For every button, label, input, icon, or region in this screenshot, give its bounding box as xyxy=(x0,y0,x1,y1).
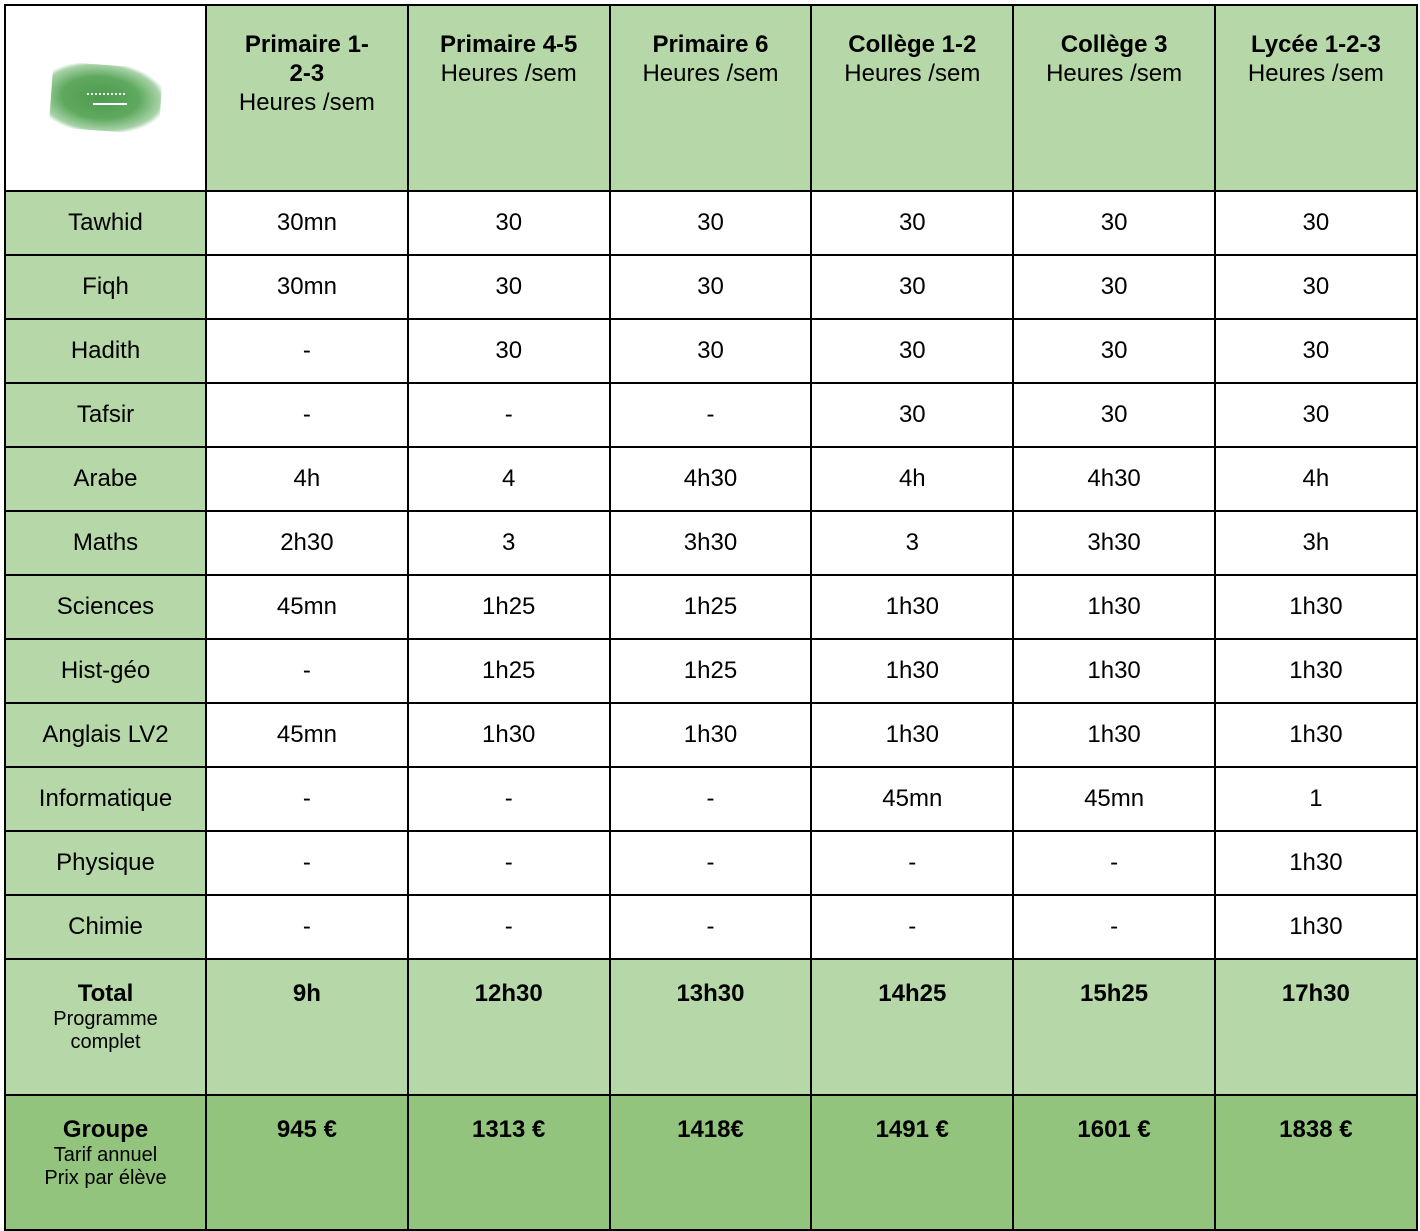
table-cell: 3 xyxy=(408,511,610,575)
table-cell: 1h25 xyxy=(610,639,812,703)
table-row xyxy=(5,639,1417,703)
total-sublabel: complet xyxy=(70,1031,141,1053)
table-row xyxy=(5,831,1417,895)
table-row xyxy=(5,703,1417,767)
price-value: 1418€ xyxy=(610,1095,812,1230)
header-college-1-2 xyxy=(811,5,1013,191)
column-subtitle: Heures /sem xyxy=(1247,60,1384,87)
table-row xyxy=(5,895,1417,959)
column-title: Primaire 6 xyxy=(652,31,769,58)
table-row xyxy=(5,767,1417,831)
groupe-label: Groupe xyxy=(62,1116,149,1143)
table-cell: 4h xyxy=(811,447,1013,511)
table-cell: 30 xyxy=(1215,383,1417,447)
table-cell: 45mn xyxy=(206,575,408,639)
total-row xyxy=(5,959,1417,1095)
table-cell: 1h30 xyxy=(1013,639,1215,703)
table-cell: 30 xyxy=(408,191,610,255)
table-cell: 3 xyxy=(811,511,1013,575)
total-label-cell xyxy=(5,959,206,1095)
price-value: 1838 € xyxy=(1215,1095,1417,1230)
saudi-flag-icon xyxy=(51,65,161,131)
table-cell: 30 xyxy=(811,319,1013,383)
price-value: 1313 € xyxy=(408,1095,610,1230)
table-row xyxy=(5,319,1417,383)
table-cell: 30 xyxy=(811,191,1013,255)
column-title: Lycée 1-2-3 xyxy=(1250,31,1381,58)
table-cell: - xyxy=(811,831,1013,895)
table-cell: 4h30 xyxy=(1013,447,1215,511)
groupe-price-row xyxy=(5,1095,1417,1230)
table-cell: 2h30 xyxy=(206,511,408,575)
table-cell: 3h30 xyxy=(1013,511,1215,575)
table-cell: - xyxy=(811,895,1013,959)
table-cell: - xyxy=(610,383,812,447)
total-value: 12h30 xyxy=(408,959,610,1095)
header-lycee-1-2-3 xyxy=(1215,5,1417,191)
table-cell: - xyxy=(206,383,408,447)
table-cell: 30 xyxy=(610,255,812,319)
total-value: 14h25 xyxy=(811,959,1013,1095)
table-row xyxy=(5,191,1417,255)
header-row xyxy=(5,5,1417,191)
header-college-3 xyxy=(1013,5,1215,191)
table-cell: - xyxy=(408,383,610,447)
table-cell: - xyxy=(610,767,812,831)
column-subtitle: Heures /sem xyxy=(1046,60,1183,87)
total-value: 13h30 xyxy=(610,959,812,1095)
table-cell: 1h30 xyxy=(1215,575,1417,639)
table-cell: 30 xyxy=(610,319,812,383)
header-primaire-6 xyxy=(610,5,812,191)
column-title: Primaire 4-5 xyxy=(439,31,578,58)
subject-label: Maths xyxy=(5,511,206,575)
subject-label: Fiqh xyxy=(5,255,206,319)
header-primaire-4-5 xyxy=(408,5,610,191)
table-cell: 1h30 xyxy=(1215,831,1417,895)
table-cell: 1h30 xyxy=(811,703,1013,767)
table-cell: 30 xyxy=(1013,383,1215,447)
table-cell: 30mn xyxy=(206,255,408,319)
table-cell: 1h30 xyxy=(610,703,812,767)
table-cell: - xyxy=(610,895,812,959)
table-cell: 45mn xyxy=(1013,767,1215,831)
table-cell: 45mn xyxy=(206,703,408,767)
price-value: 1491 € xyxy=(811,1095,1013,1230)
table-cell: - xyxy=(206,895,408,959)
table-cell: 1h25 xyxy=(408,575,610,639)
table-cell: 30 xyxy=(811,255,1013,319)
table-row xyxy=(5,511,1417,575)
column-subtitle: Heures /sem xyxy=(642,60,779,87)
table-cell: 30 xyxy=(1215,255,1417,319)
total-value: 17h30 xyxy=(1215,959,1417,1095)
table-row xyxy=(5,255,1417,319)
subject-label: Informatique xyxy=(5,767,206,831)
table-row xyxy=(5,575,1417,639)
table-cell: 4 xyxy=(408,447,610,511)
subject-label: Chimie xyxy=(5,895,206,959)
subject-label: Arabe xyxy=(5,447,206,511)
schedule-table xyxy=(4,4,1418,1231)
total-label: Total xyxy=(77,980,134,1007)
table-cell: 45mn xyxy=(811,767,1013,831)
table-cell: 1h30 xyxy=(1215,895,1417,959)
table-cell: - xyxy=(206,831,408,895)
table-cell: 30 xyxy=(1215,191,1417,255)
column-subtitle: Heures /sem xyxy=(440,60,577,87)
table-row xyxy=(5,383,1417,447)
table-cell: - xyxy=(408,895,610,959)
table-cell: 30 xyxy=(1013,319,1215,383)
price-value: 1601 € xyxy=(1013,1095,1215,1230)
table-cell: 4h xyxy=(1215,447,1417,511)
table-cell: - xyxy=(206,319,408,383)
subject-label: Hadith xyxy=(5,319,206,383)
table-cell: 30 xyxy=(1215,319,1417,383)
table-cell: 30 xyxy=(1013,255,1215,319)
table-row xyxy=(5,447,1417,511)
table-cell: 1h30 xyxy=(1013,703,1215,767)
subject-label: Hist-géo xyxy=(5,639,206,703)
groupe-sublabel: Tarif annuel xyxy=(53,1144,158,1166)
table-cell: 4h xyxy=(206,447,408,511)
table-cell: 30 xyxy=(610,191,812,255)
table-cell: - xyxy=(206,767,408,831)
column-title: Collège 3 xyxy=(1060,31,1168,58)
table-cell: 1h30 xyxy=(1013,575,1215,639)
table-cell: 30 xyxy=(408,319,610,383)
subject-label: Sciences xyxy=(5,575,206,639)
groupe-label-cell xyxy=(5,1095,206,1230)
table-cell: - xyxy=(1013,831,1215,895)
table-cell: - xyxy=(408,767,610,831)
subject-label: Tawhid xyxy=(5,191,206,255)
subject-label: Physique xyxy=(5,831,206,895)
table-cell: 1 xyxy=(1215,767,1417,831)
subject-label: Anglais LV2 xyxy=(5,703,206,767)
table-cell: 1h25 xyxy=(408,639,610,703)
table-cell: - xyxy=(610,831,812,895)
table-cell: 30 xyxy=(811,383,1013,447)
total-value: 15h25 xyxy=(1013,959,1215,1095)
table-cell: 1h30 xyxy=(811,639,1013,703)
column-subtitle: Heures /sem xyxy=(844,60,981,87)
table-cell: 1h30 xyxy=(1215,703,1417,767)
total-value: 9h xyxy=(206,959,408,1095)
subject-label: Tafsir xyxy=(5,383,206,447)
header-primaire-1-2-3 xyxy=(206,5,408,191)
groupe-sublabel: Prix par élève xyxy=(44,1167,167,1189)
table-cell: 30mn xyxy=(206,191,408,255)
table-cell: - xyxy=(206,639,408,703)
table-cell: 3h xyxy=(1215,511,1417,575)
logo-cell xyxy=(5,5,206,191)
table-cell: 1h25 xyxy=(610,575,812,639)
column-subtitle: Heures /sem xyxy=(238,89,375,116)
table-cell: 30 xyxy=(1013,191,1215,255)
table-cell: 1h30 xyxy=(1215,639,1417,703)
table-cell: 4h30 xyxy=(610,447,812,511)
table-cell: 30 xyxy=(408,255,610,319)
price-value: 945 € xyxy=(206,1095,408,1230)
table-cell: 1h30 xyxy=(408,703,610,767)
total-sublabel: Programme xyxy=(53,1008,158,1030)
column-title: Primaire 1-2-3 xyxy=(244,31,369,87)
column-title: Collège 1-2 xyxy=(848,31,977,58)
table-cell: - xyxy=(408,831,610,895)
table-cell: 1h30 xyxy=(811,575,1013,639)
table-cell: - xyxy=(1013,895,1215,959)
table-cell: 3h30 xyxy=(610,511,812,575)
